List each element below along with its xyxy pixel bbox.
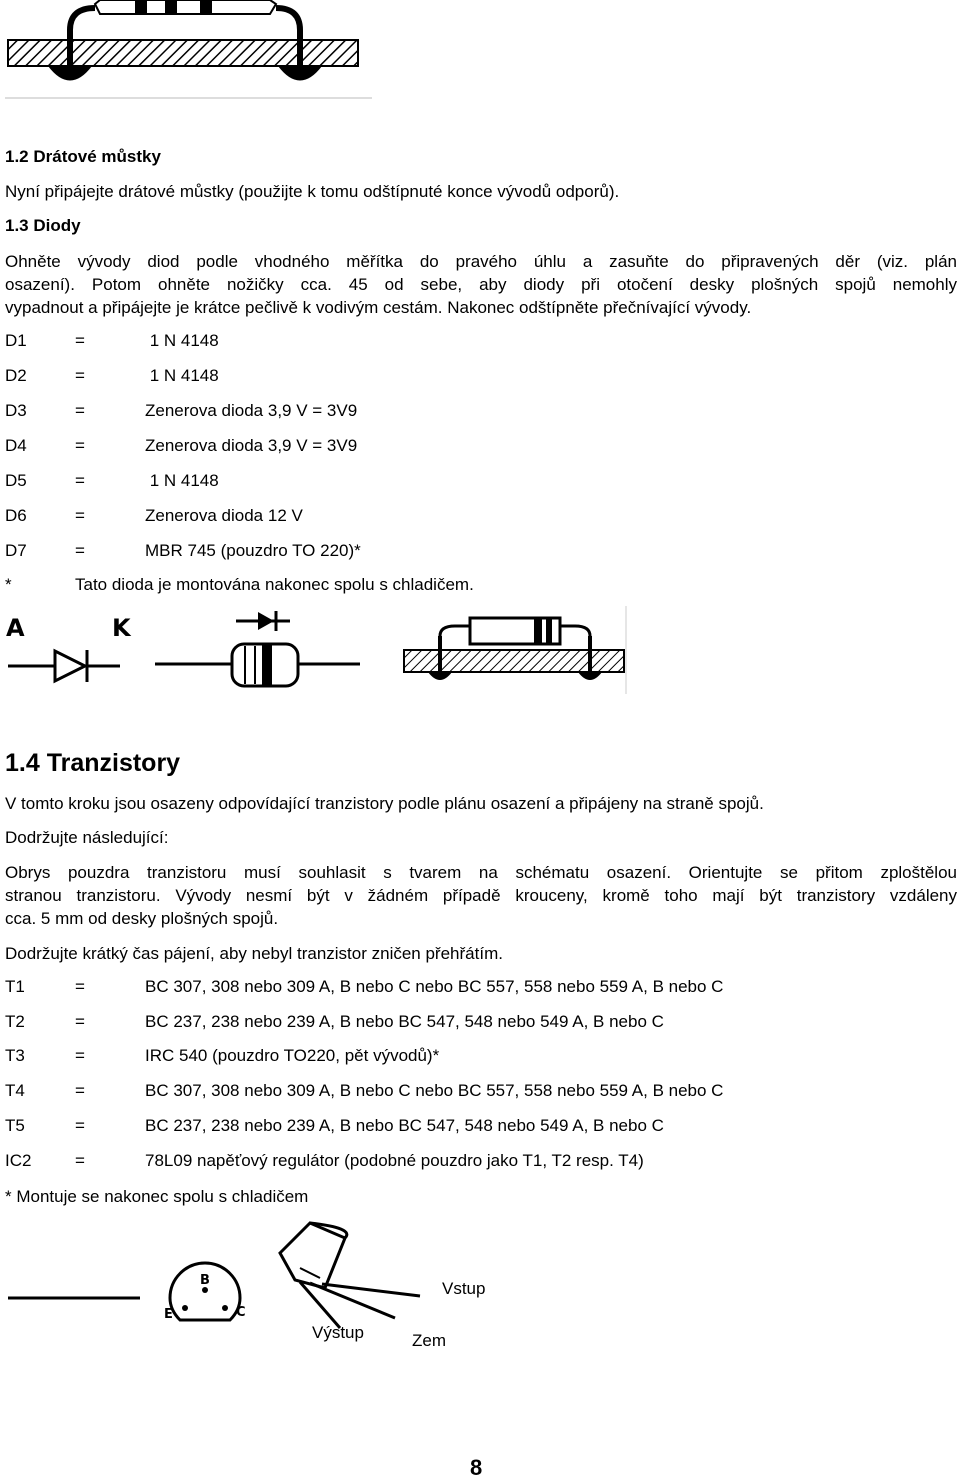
part-eq: = [75,436,85,455]
section-1-4-title: 1.4 Tranzistory [5,749,181,777]
section-1-4-observe: Dodržujte následující: [5,828,169,847]
part-value: IRC 540 (pouzdro TO220, pět vývodů)* [145,1046,440,1065]
part-value: BC 237, 238 nebo 239 A, B nebo BC 547, 548 nebo 549 A, B nebo C [145,1012,664,1031]
section-1-4-intro: V tomto kroku jsou osazeny odpovídající tranzistory podle plánu osazení a připájeny na straně spojů. [5,794,764,813]
part-value: BC 237, 238 nebo 239 A, B nebo BC 547, 548 nebo 549 A, B nebo C [145,1116,664,1135]
part-ref: T1 [5,977,25,996]
part-eq: = [75,977,85,996]
section-1-4-para-1-line-1: Obrys pouzdra tranzistoru musí souhlasit s tvarem na schématu osazení. Orientujte se přitom zploštělou [5,863,957,882]
section-1-3-line-3: vypadnout a připájejte je krátce pečlivě k vodivým cestám. Nakonec odštípněte přečnívající vývody. [5,298,752,317]
anode-label: A [6,614,25,642]
part-value: 1 N 4148 [145,366,219,385]
vstup-label: Vstup [442,1279,486,1298]
section-1-3-line-1: Ohněte vývody diod podle vhodného měřítka do pravého úhlu a zasuňte do připravených děr (viz. plán [5,252,957,271]
pin-c-label: C [236,1305,246,1320]
part-ref: T4 [5,1081,25,1100]
diode-figures [0,606,628,694]
small-diode-symbol [236,611,290,631]
part-ref: D5 [5,471,27,490]
part-eq: = [75,1012,85,1031]
pin-e-label: E [164,1307,173,1322]
part-ref: IC2 [5,1151,32,1170]
section-1-4-para-1-line-2: stranou tranzistoru. Vývody nesmí být v žádném případě krouceny, kromě toho mají být tranzistory vzdáleny [5,886,957,905]
part-eq: = [75,366,85,385]
pin-b-label: B [200,1273,210,1288]
part-ref: T2 [5,1012,25,1031]
part-ref: T5 [5,1116,25,1135]
section-1-4-para-2: Dodržujte krátký čas pájení, aby nebyl tranzistor zničen přehřátím. [5,944,503,963]
diode-on-board [404,606,626,694]
diode-symbol [8,650,120,682]
part-value: Zenerova dioda 3,9 V = 3V9 [145,401,358,420]
part-value: Zenerova dioda 3,9 V = 3V9 [145,436,358,455]
part-eq: = [75,331,85,350]
to92-pinout [164,1263,246,1322]
cathode-label: K [112,614,131,642]
part-eq: = [75,1081,85,1100]
part-eq: = [75,1046,85,1065]
zem-label: Zem [412,1331,446,1350]
part-eq: = [75,471,85,490]
part-value: MBR 745 (pouzdro TO 220)* [145,541,361,560]
part-value: Zenerova dioda 12 V [145,506,303,525]
part-eq: = [75,401,85,420]
to92-package [280,1223,420,1328]
diode-component [155,644,360,686]
section-1-2-title: 1.2 Drátové můstky [5,147,161,166]
part-eq: = [75,1116,85,1135]
part-value: 1 N 4148 [145,331,219,350]
part-eq: = [75,506,85,525]
transistor-footnote: * Montuje se nakonec spolu s chladičem [5,1187,309,1206]
section-1-2-text: Nyní připájejte drátové můstky (použijte k tomu odštípnuté konce vývodů odporů). [5,182,620,201]
footnote-text: Tato dioda je montována nakonec spolu s chladičem. [75,575,474,594]
vystup-label: Výstup [312,1323,364,1342]
section-1-3-title: 1.3 Diody [5,216,81,235]
part-ref: D3 [5,401,27,420]
part-ref: D4 [5,436,27,455]
part-ref: T3 [5,1046,25,1065]
section-1-3-line-2: osazení). Potom ohněte nožičky cca. 45 od sebe, aby diody při otočení desky plošných spojů nemohly [5,275,957,294]
section-1-4-para-1-line-3: cca. 5 mm od desky plošných spojů. [5,909,279,928]
transistor-figures [0,1218,500,1358]
part-ref: D6 [5,506,27,525]
part-value: BC 307, 308 nebo 309 A, B nebo C nebo BC 557, 558 nebo 559 A, B nebo C [145,1081,724,1100]
footnote-mark: * [5,575,12,594]
part-value: 1 N 4148 [145,471,219,490]
part-eq: = [75,1151,85,1170]
page-number: 8 [470,1455,483,1480]
part-ref: D2 [5,366,27,385]
part-ref: D7 [5,541,27,560]
part-value: BC 307, 308 nebo 309 A, B nebo C nebo BC 557, 558 nebo 559 A, B nebo C [145,977,724,996]
resistor-mount-figure [0,0,375,102]
part-eq: = [75,541,85,560]
part-value: 78L09 napěťový regulátor (podobné pouzdro jako T1, T2 resp. T4) [145,1151,644,1170]
part-ref: D1 [5,331,27,350]
